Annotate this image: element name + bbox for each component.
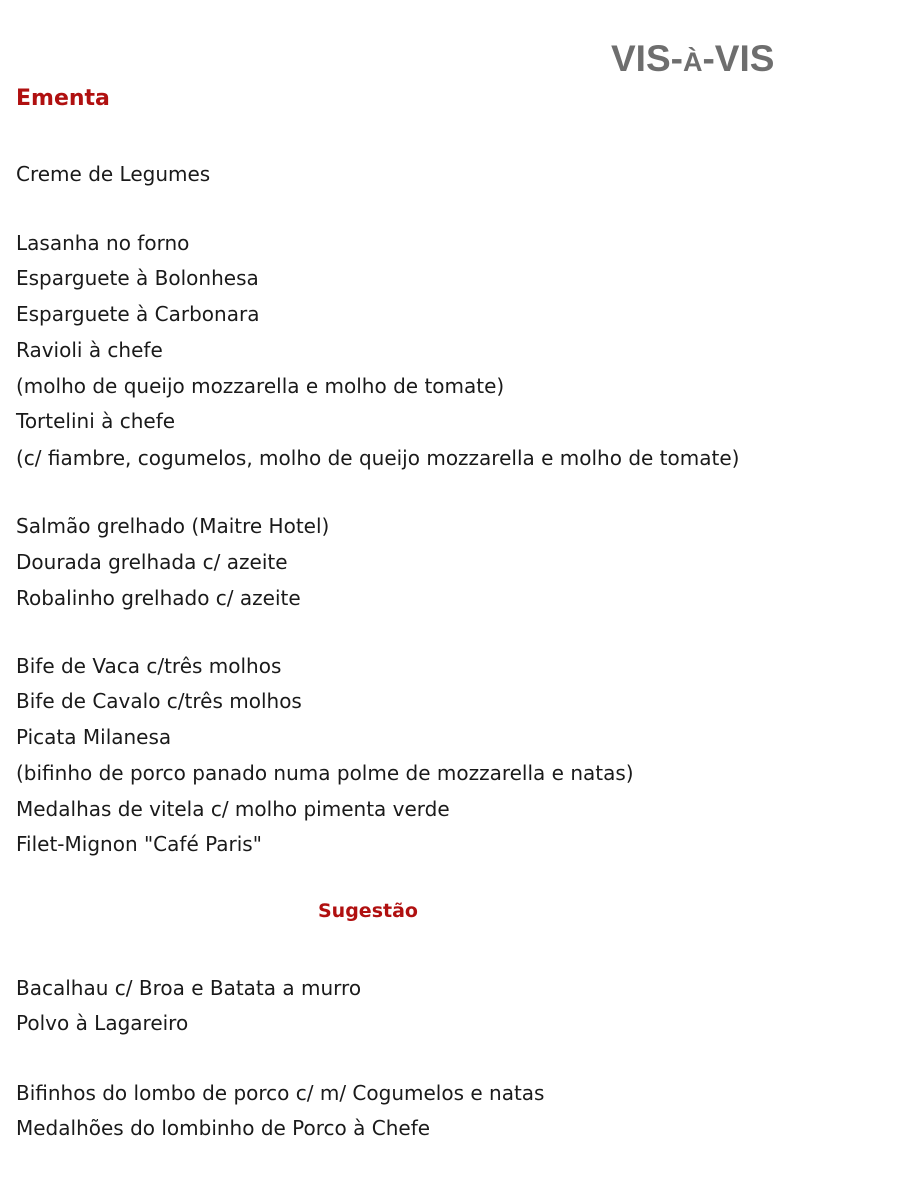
menu-item-fish: Dourada grelhada c/ azeite <box>16 550 288 574</box>
suggestion-item-fish: Bacalhau c/ Broa e Batata a murro <box>16 976 362 1000</box>
menu-item-pasta: Lasanha no forno <box>16 231 190 255</box>
menu-item-description: (bifinho de porco panado numa polme de mozzarella e natas) <box>16 761 634 785</box>
menu-item-meat: Picata Milanesa <box>16 725 172 749</box>
suggestion-item-fish: Polvo à Lagareiro <box>16 1011 189 1035</box>
menu-item-meat: Bife de Cavalo c/três molhos <box>16 689 302 713</box>
menu-item-pasta: Tortelini à chefe <box>16 409 176 433</box>
suggestion-title: Sugestão <box>318 900 418 922</box>
restaurant-name-suffix: -VIS <box>702 38 775 79</box>
menu-item-pasta: Esparguete à Bolonhesa <box>16 266 259 290</box>
restaurant-name-middle: À <box>682 47 703 77</box>
menu-item-description: (molho de queijo mozzarella e molho de tomate) <box>16 374 505 398</box>
menu-item-meat: Bife de Vaca c/três molhos <box>16 654 282 678</box>
menu-item-meat: Medalhas de vitela c/ molho pimenta verde <box>16 797 450 821</box>
restaurant-name <box>611 38 774 80</box>
menu-title: Ementa <box>16 86 110 111</box>
restaurant-name-prefix: VIS- <box>611 38 683 79</box>
suggestion-item-meat: Bifinhos do lombo de porco c/ m/ Cogumelos e natas <box>16 1081 545 1105</box>
menu-item-pasta: Esparguete à Carbonara <box>16 302 260 326</box>
menu-item-fish: Robalinho grelhado c/ azeite <box>16 586 301 610</box>
suggestion-item-meat: Medalhões do lombinho de Porco à Chefe <box>16 1116 431 1140</box>
menu-item-fish: Salmão grelhado (Maitre Hotel) <box>16 514 330 538</box>
menu-item-pasta: Ravioli à chefe <box>16 338 163 362</box>
menu-item-soup: Creme de Legumes <box>16 162 211 186</box>
menu-item-meat: Filet-Mignon "Café Paris" <box>16 832 262 856</box>
menu-item-description: (c/ fiambre, cogumelos, molho de queijo mozzarella e molho de tomate) <box>16 446 740 470</box>
